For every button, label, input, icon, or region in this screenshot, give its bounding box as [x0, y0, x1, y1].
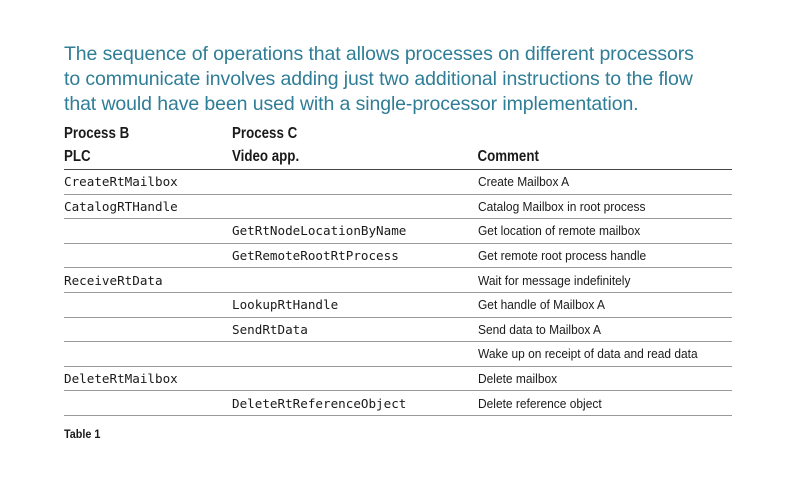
- table-row: [64, 268, 732, 293]
- table-row: [64, 317, 732, 342]
- cell-comment: [474, 268, 732, 293]
- cell-plc: [64, 243, 232, 268]
- cell-video: LookupRtHandle: [232, 292, 474, 317]
- cell-video: [232, 194, 474, 219]
- cell-plc: [64, 219, 232, 244]
- table-row: [64, 391, 732, 416]
- cell-comment: [474, 194, 732, 219]
- cell-plc: ReceiveRtData: [64, 268, 232, 293]
- comment-text: Delete reference object: [478, 395, 602, 411]
- header-process-c: Process C: [232, 125, 298, 142]
- figure-caption: [64, 42, 764, 117]
- table-row: [64, 170, 732, 195]
- table-row: [64, 292, 732, 317]
- cell-video: SendRtData: [232, 317, 474, 342]
- cell-comment: [474, 391, 732, 416]
- table-header: [64, 121, 732, 170]
- cell-plc: CreateRtMailbox: [64, 170, 232, 195]
- comment-text: Get handle of Mailbox A: [478, 297, 605, 313]
- table-label: Table 1: [64, 427, 101, 441]
- comment-text: Delete mailbox: [478, 371, 558, 387]
- comment-text: Get remote root process handle: [478, 248, 647, 264]
- operations-table: [64, 121, 732, 416]
- cell-video: [232, 170, 474, 195]
- comment-text: Create Mailbox A: [478, 174, 570, 190]
- caption-line-3: that would have been used with a single-processor implementation.: [64, 93, 639, 115]
- comment-text: Get location of remote mailbox: [478, 223, 641, 239]
- cell-plc: DeleteRtMailbox: [64, 366, 232, 391]
- cell-video: DeleteRtReferenceObject: [232, 391, 474, 416]
- cell-video: GetRemoteRootRtProcess: [232, 243, 474, 268]
- cell-video: [232, 268, 474, 293]
- cell-comment: [474, 317, 732, 342]
- cell-plc: CatalogRTHandle: [64, 194, 232, 219]
- table-row: [64, 342, 732, 367]
- header-blank: [474, 121, 696, 144]
- header-comment: Comment: [474, 144, 696, 170]
- header-row-process: [64, 121, 732, 144]
- cell-plc: [64, 391, 232, 416]
- cell-comment: [474, 170, 732, 195]
- table-row: [64, 219, 732, 244]
- table-row: [64, 366, 732, 391]
- comment-text: Catalog Mailbox in root process: [478, 198, 646, 214]
- table-row: [64, 243, 732, 268]
- cell-comment: [474, 219, 732, 244]
- comment-text: Send data to Mailbox A: [478, 321, 602, 337]
- cell-video: [232, 366, 474, 391]
- cell-plc: [64, 342, 232, 367]
- caption-line-1: The sequence of operations that allows processes on different processors: [64, 43, 694, 65]
- header-plc: PLC: [64, 144, 208, 170]
- header-row-app: [64, 144, 732, 170]
- header-process-b: Process B: [64, 125, 130, 142]
- cell-plc: [64, 317, 232, 342]
- cell-video: GetRtNodeLocationByName: [232, 219, 474, 244]
- caption-line-2: to communicate involves adding just two additional instructions to the flow: [64, 68, 693, 90]
- cell-comment: [474, 366, 732, 391]
- table-row: [64, 194, 732, 219]
- header-video-app: Video app.: [232, 144, 440, 170]
- cell-comment: [474, 342, 732, 367]
- table-body: [64, 170, 732, 416]
- cell-video: [232, 342, 474, 367]
- comment-text: Wake up on receipt of data and read data: [478, 346, 698, 362]
- cell-plc: [64, 292, 232, 317]
- cell-comment: [474, 292, 732, 317]
- comment-text: Wait for message indefinitely: [478, 272, 631, 288]
- cell-comment: [474, 243, 732, 268]
